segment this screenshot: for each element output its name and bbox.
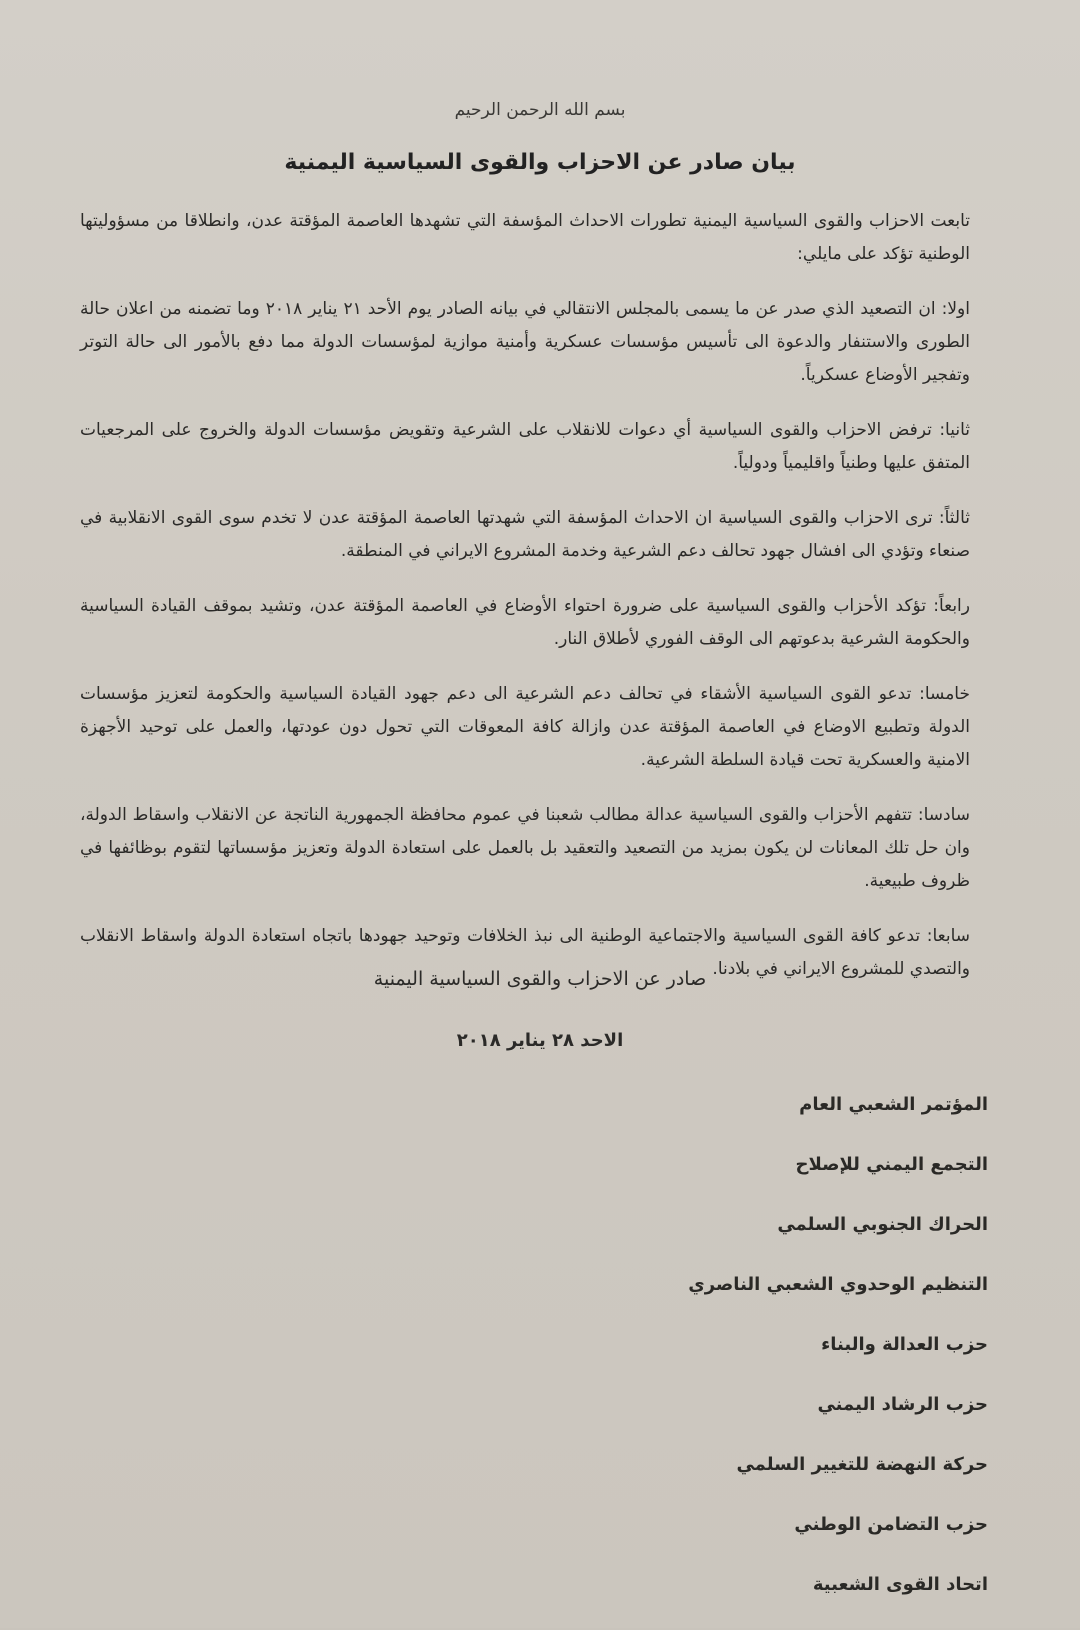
paragraph-fourth: رابعاً: تؤكد الأحزاب والقوى السياسية على ضرورة احتواء الأوضاع في العاصمة المؤقتة عدن، وتشيد بموقف القيادة السياسية والحكومة الشرعية بدعوتهم الى الوقف الفوري لأطلاق النار.	[80, 596, 970, 649]
paragraph-first: اولا: ان التصعيد الذي صدر عن ما يسمى بالمجلس الانتقالي في بيانه الصادر يوم الأحد ٢١ يناير ٢٠١٨ وما تضمنه من اعلان حالة الطورى والاستنفار والدعوة الى تأسيس مؤسسات عسكرية وأمنية موازية لمؤسسات الدولة مما دفع بالأمور الى حالة التوتر وتفجير الأوضاع عسكرياً.	[80, 299, 970, 385]
signatory-item: التجمع اليمني للإصلاح	[795, 1154, 988, 1175]
basmala: بسم الله الرحمن الرحيم	[454, 100, 626, 120]
signatory-item: حزب الرشاد اليمني	[817, 1394, 988, 1415]
statement-body	[80, 205, 970, 1008]
signatory-item: التنظيم الوحدوي الشعبي الناصري	[688, 1274, 988, 1295]
date-line: الاحد ٢٨ يناير ٢٠١٨	[456, 1030, 624, 1051]
paragraph-intro: تابعت الاحزاب والقوى السياسية اليمنية تطورات الاحداث المؤسفة التي تشهدها العاصمة المؤقتة عدن، وانطلاقا من مسؤوليتها الوطنية تؤكد على مايلي:	[80, 211, 970, 264]
issuer-line: صادر عن الاحزاب والقوى السياسية اليمنية	[373, 968, 707, 990]
signatory-item: حزب التضامن الوطني	[794, 1514, 988, 1535]
paragraph-third: ثالثاً: ترى الاحزاب والقوى السياسية ان الاحداث المؤسفة التي شهدتها العاصمة المؤقتة عدن لا تخدم سوى القوى الانقلابية في صنعاء وتؤدي الى افشال جهود تحالف دعم الشرعية وخدمة المشروع الايراني في المنطقة.	[80, 508, 970, 561]
signatory-item: اتحاد القوى الشعبية	[812, 1574, 988, 1595]
paragraph-sixth: سادسا: تتفهم الأحزاب والقوى السياسية عدالة مطالب شعبنا في عموم محافظة الجمهورية الناتجة عن الانقلاب واسقاط الدولة، وان حل تلك المعانات لن يكون بمزيد من التصعيد والتعقيد بل بالعمل على استعادة الدولة وتعزيز مؤسساتها لتقوم بوظائفها في ظروف طبيعية.	[80, 805, 970, 891]
paragraph-fifth: خامسا: تدعو القوى السياسية الأشقاء في تحالف دعم الشرعية الى دعم جهود القيادة السياسية والحكومة لتعزيز مؤسسات الدولة وتطبيع الاوضاع في العاصمة المؤقتة عدن وازالة كافة المعوقات التي تحول دون عودتها، والعمل على توحيد الأجهزة الامنية والعسكرية تحت قيادة السلطة الشرعية.	[80, 684, 970, 770]
signatory-item: حزب العدالة والبناء	[821, 1334, 988, 1355]
signatory-item: المؤتمر الشعبي العام	[799, 1094, 988, 1115]
signatory-item: حركة النهضة للتغيير السلمي	[736, 1454, 988, 1475]
signatory-item: الحراك الجنوبي السلمي	[777, 1214, 988, 1235]
paragraph-second: ثانيا: ترفض الاحزاب والقوى السياسية أي دعوات للانقلاب على الشرعية وتقويض مؤسسات الدولة والخروج على المرجعيات المتفق عليها وطنياً واقليمياً ودولياً.	[80, 420, 970, 473]
document-title: بيان صادر عن الاحزاب والقوى السياسية اليمنية	[284, 150, 796, 175]
paragraph-seventh: سابعا: تدعو كافة القوى السياسية والاجتماعية الوطنية الى نبذ الخلافات وتوحيد جهودها باتجاه استعادة الدولة واسقاط الانقلاب والتصدي للمشروع الايراني في بلادنا.	[80, 926, 970, 979]
signatories-list	[688, 1090, 988, 1630]
